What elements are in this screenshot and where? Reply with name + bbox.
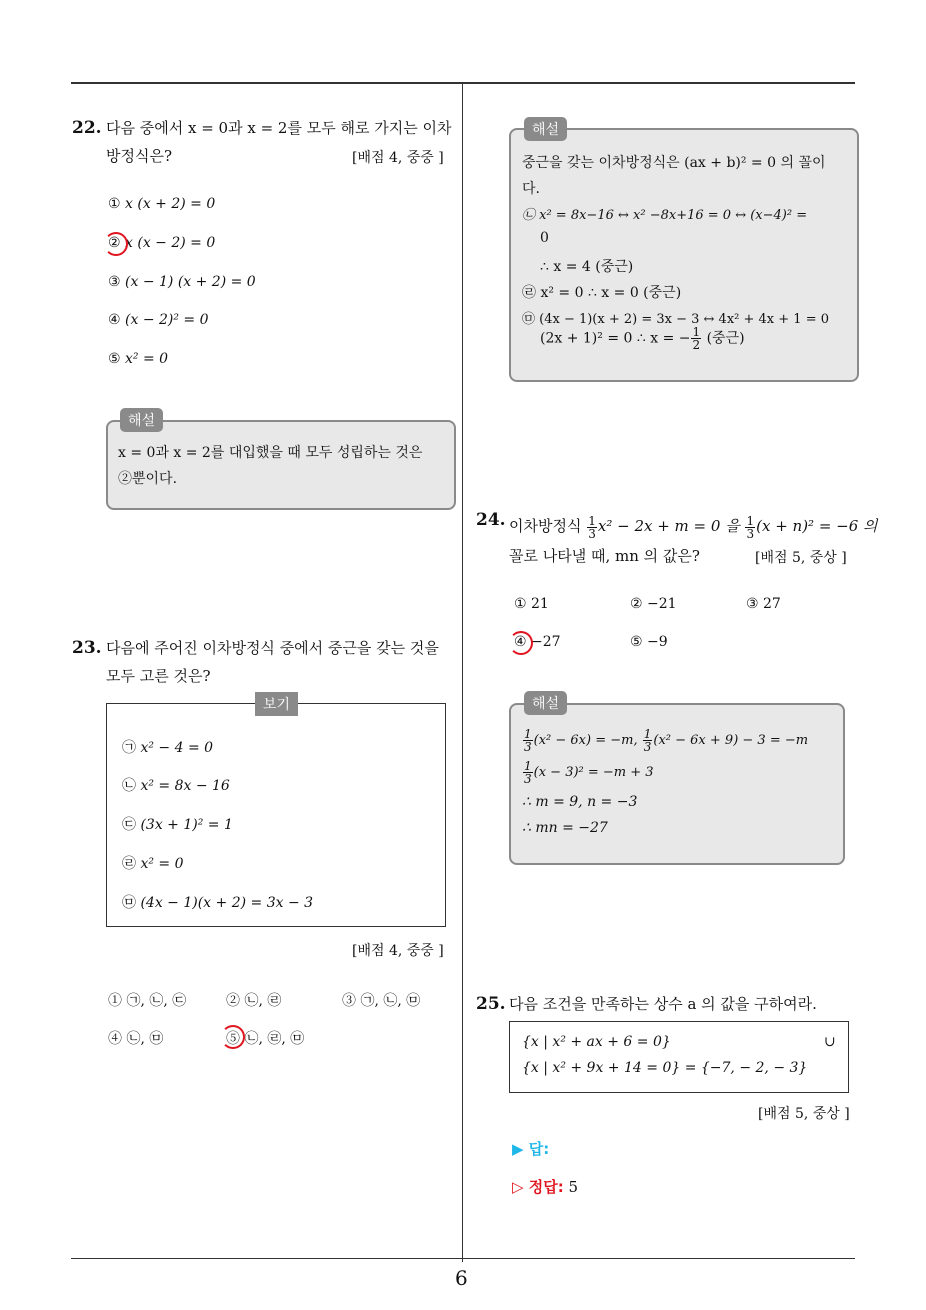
q24-option-4[interactable]: ④ −27	[514, 634, 561, 650]
q23-option-2[interactable]: ② ㉡, ㉣	[226, 993, 282, 1009]
q24-text-line1: 이차방정식 $\frac{1}{3}$ x² − 2x + m = 0 을 $\frac{1}{3}$ (x + n)² = −6 의	[509, 513, 878, 541]
q24-option-1[interactable]: ① 21	[514, 596, 549, 612]
q24-answer-circle	[509, 631, 533, 655]
q24-option-2[interactable]: ② −21	[630, 596, 677, 612]
q22-answer-circle	[104, 232, 128, 256]
q24-solution-line4: ∴ mn = −27	[522, 820, 608, 836]
q25-points: [배점 5, 중상 ]	[758, 1106, 850, 1122]
page-number: 6	[455, 1266, 468, 1290]
q23-option-1[interactable]: ① ㉠, ㉡, ㉢	[108, 993, 187, 1009]
q23-solution-tag: 해설	[524, 117, 567, 141]
q23-option-5[interactable]: ⑤ ㉡, ㉣, ㉤	[226, 1031, 305, 1047]
q22-number: 22.	[72, 118, 102, 138]
q22-solution-tag: 해설	[120, 408, 163, 432]
q22-text-line2: 방정식은?	[106, 147, 173, 165]
q24-number: 24.	[476, 510, 506, 530]
q22-option-1[interactable]: ① x (x + 2) = 0	[108, 196, 216, 212]
column-divider	[462, 82, 463, 1262]
q23-solution-line4: 0	[540, 230, 549, 246]
q23-solution-line3: ㉡ x² = 8x−16 ↔ x² −8x+16 = 0 ↔ (x−4)² =	[522, 208, 808, 223]
q22-solution-line2: ②뿐이다.	[118, 471, 178, 487]
q24-solution-tag: 해설	[524, 691, 567, 715]
q25-set-line1: {x | x² + ax + 6 = 0}	[522, 1034, 671, 1050]
q25-set-line2: {x | x² + 9x + 14 = 0} = {−7, − 2, − 3}	[522, 1060, 808, 1076]
bottom-rule	[71, 1258, 855, 1259]
q24-points: [배점 5, 중상 ]	[755, 550, 847, 566]
q23-number: 23.	[72, 638, 102, 658]
q22-option-5[interactable]: ⑤ x² = 0	[108, 351, 169, 367]
q22-option-3[interactable]: ③ (x − 1) (x + 2) = 0	[108, 274, 256, 290]
q25-set-box	[509, 1021, 849, 1093]
q24-text-line2: 꼴로 나타낼 때, mn 의 값은?	[509, 547, 700, 565]
q23-bogi-item-3: ㉢ (3x + 1)² = 1	[122, 817, 233, 833]
q23-text-line2: 모두 고른 것은?	[106, 667, 211, 685]
top-rule	[71, 82, 855, 84]
q24-option-3[interactable]: ③ 27	[746, 596, 781, 612]
q25-number: 25.	[476, 994, 506, 1014]
q22-solution-line1: x = 0과 x = 2를 대입했을 때 모두 성립하는 것은	[118, 445, 423, 461]
q24-solution-line1: $\frac{1}{3}$ (x² − 6x) = −m, $\frac{1}{3}$ (x² − 6x + 9) − 3 = −m	[524, 727, 809, 754]
q23-text-line1: 다음에 주어진 이차방정식 중에서 중근을 갖는 것을	[106, 639, 439, 657]
q25-text-line1: 다음 조건을 만족하는 상수 a 의 값을 구하여라.	[509, 995, 817, 1013]
q23-solution-line5: ∴ x = 4 (중근)	[540, 259, 634, 275]
q22-solution-box	[106, 420, 456, 510]
q23-solution-line2: 다.	[522, 181, 540, 197]
q23-bogi-tag: 보기	[255, 692, 298, 716]
q24-solution-line2: $\frac{1}{3}$ (x − 3)² = −m + 3	[524, 759, 654, 786]
q23-option-3[interactable]: ③ ㉠, ㉡, ㉤	[342, 993, 421, 1009]
q22-text-line1: 다음 중에서 x = 0과 x = 2를 모두 해로 가지는 이차	[106, 119, 452, 137]
q23-solution-line6: ㉣ x² = 0 ∴ x = 0 (중근)	[522, 285, 682, 301]
q22-option-2[interactable]: ② x (x − 2) = 0	[108, 235, 216, 251]
q23-bogi-item-5: ㉤ (4x − 1)(x + 2) = 3x − 3	[122, 895, 314, 911]
q23-answer-circle	[221, 1025, 245, 1049]
q25-answer-label: ▶ 답:	[512, 1140, 550, 1158]
q23-solution-line8: (2x + 1)² = 0 ∴ x = − $\frac{1}{2}$ (중근)	[540, 325, 745, 352]
q25-correct-answer: ▷ 정답: 5	[512, 1178, 579, 1196]
q24-option-5[interactable]: ⑤ −9	[630, 634, 668, 650]
q23-option-4[interactable]: ④ ㉡, ㉤	[108, 1031, 164, 1047]
fraction-one-half: $\frac{1}{2}$	[692, 325, 701, 352]
q22-option-4[interactable]: ④ (x − 2)² = 0	[108, 312, 209, 328]
q24-solution-line3: ∴ m = 9, n = −3	[522, 794, 638, 810]
q22-points: [배점 4, 중중 ]	[352, 150, 444, 166]
q23-solution-line1: 중근을 갖는 이차방정식은 (ax + b)² = 0 의 꼴이	[522, 155, 826, 171]
q23-bogi-item-4: ㉣ x² = 0	[122, 856, 184, 872]
q23-bogi-item-1: ㉠ x² − 4 = 0	[122, 740, 214, 756]
q23-solution-line7: ㉤ (4x − 1)(x + 2) = 3x − 3 ↔ 4x² + 4x + 1 = 0	[522, 312, 829, 327]
q23-points: [배점 4, 중중 ]	[352, 943, 444, 959]
q25-set-union: ∪	[824, 1034, 836, 1050]
q23-bogi-item-2: ㉡ x² = 8x − 16	[122, 778, 230, 794]
